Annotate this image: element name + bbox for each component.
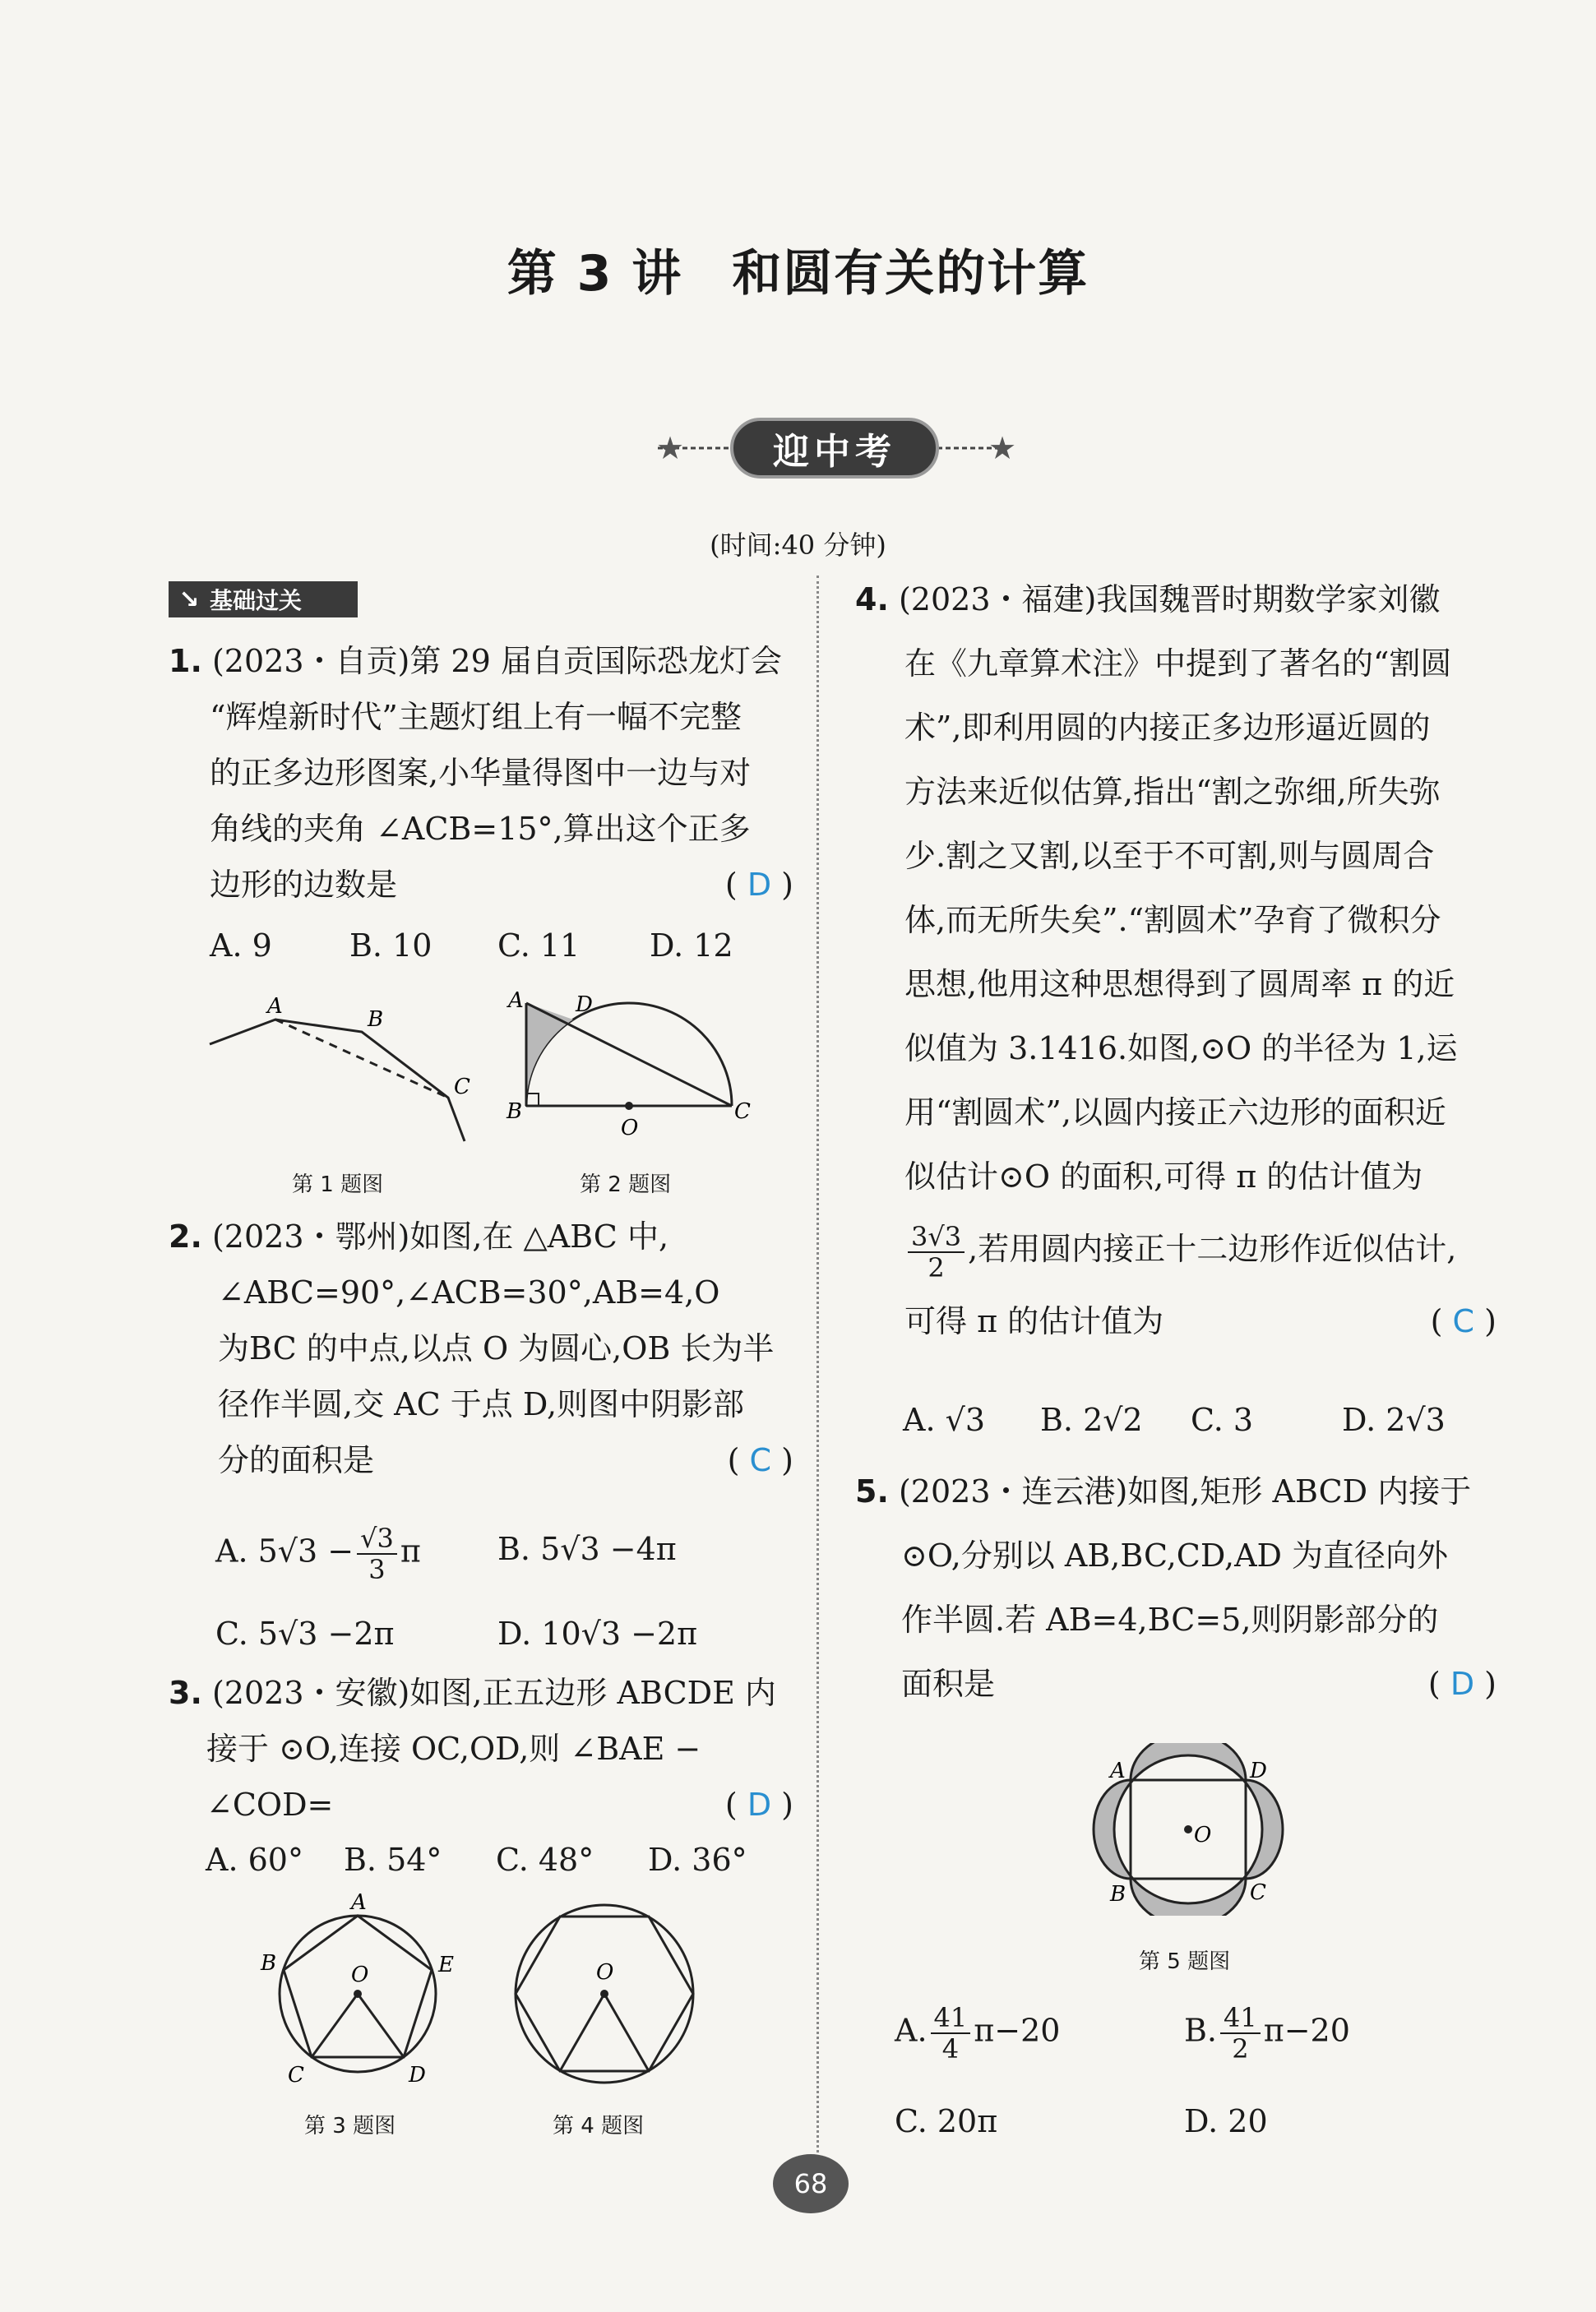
q3-last-line [169, 1777, 802, 1833]
fig2-label-b: B [507, 1099, 523, 1124]
q4-text: 少.割之又割,以至于不可割,则与圆周合 [904, 838, 1435, 874]
q2-frac-den: 3 [368, 1554, 386, 1585]
q1-line [169, 633, 802, 689]
q1-last-line [169, 857, 802, 913]
fig4-label-o: O [596, 1960, 614, 1985]
q4-text: 可得 π 的估计值为 [904, 1303, 1164, 1339]
q2-text: 分的面积是 [218, 1442, 375, 1478]
q5-line [855, 1459, 1505, 1524]
figure-2 [493, 983, 765, 1155]
q4-option-d: D. 2√3 [1342, 1402, 1446, 1438]
figure-4 [506, 1895, 703, 2092]
q4-frac-num: 3√3 [908, 1223, 965, 1253]
q4-fraction [908, 1220, 965, 1283]
q4-option-a: A. √3 [903, 1402, 985, 1438]
question-2 [169, 1209, 802, 1488]
q5-option-b-prefix: B. [1184, 2012, 1218, 2049]
arrow-icon: ↘ [178, 585, 200, 614]
q1-answer-letter: D [747, 867, 772, 903]
q5-option-a-prefix: A. [895, 2012, 928, 2049]
q4-answer-letter: C [1452, 1303, 1475, 1339]
q3-number: 3. [169, 1675, 202, 1711]
q5-option-a-fraction [931, 2002, 971, 2065]
q1-option-c: C. 11 [497, 927, 581, 964]
q1-answer: ( D ) [724, 867, 793, 903]
fig2-caption: 第 2 题图 [580, 1172, 672, 1197]
fig1-polygon [210, 1020, 465, 1141]
fig3-caption: 第 3 题图 [304, 2114, 396, 2139]
q3-answer: ( D ) [724, 1787, 793, 1823]
fig1-label-b: B [368, 1007, 384, 1032]
q1-text: 角线的夹角 ∠ACB=15°,算出这个正多 [210, 811, 751, 847]
q3-text: ∠COD= [206, 1787, 334, 1823]
fig3-label-a: A [351, 1891, 367, 1915]
fig3-label-e: E [438, 1953, 454, 1977]
fig1-label-c: C [454, 1075, 470, 1099]
q2-line [169, 1209, 802, 1265]
q4-text: 似值为 3.1416.如图,⊙O 的半径为 1,运 [904, 1030, 1458, 1066]
q2-text: (2023・鄂州)如图,在 △ABC 中, [211, 1218, 669, 1255]
q5-option-d: D. 20 [1184, 2103, 1268, 2139]
q4-text: 用“割圆术”,以圆内接正六边形的面积近 [904, 1094, 1446, 1131]
q3-answer-letter: D [747, 1787, 772, 1823]
column-divider [817, 576, 819, 2162]
q1-option-a: A. 9 [210, 927, 272, 964]
q5-answer: ( D ) [1427, 1666, 1497, 1702]
q5-frac-den: 4 [941, 2033, 960, 2065]
q3-option-a: A. 60° [206, 1842, 303, 1878]
q2-option-a-prefix: A. 5√3 − [215, 1533, 354, 1570]
q1-number: 1. [169, 643, 202, 679]
q5-option-a-suffix: π−20 [974, 2012, 1061, 2049]
q4-text: 似估计⊙O 的面积,可得 π 的估计值为 [904, 1158, 1423, 1195]
fig5-label-d: D [1250, 1759, 1267, 1783]
q5-text: ⊙O,分别以 AB,BC,CD,AD 为直径向外 [901, 1537, 1449, 1574]
fig3-label-c: C [288, 2063, 304, 2088]
question-1 [169, 633, 802, 913]
q2-option-a [215, 1525, 421, 1583]
q5-answer-letter: D [1450, 1666, 1475, 1702]
q4-fraction-line [855, 1209, 1505, 1289]
q2-option-b: B. 5√3 −4π [497, 1531, 677, 1567]
figure-5 [1077, 1743, 1299, 1916]
q5-text: (2023・连云港)如图,矩形 ABCD 内接于 [898, 1473, 1472, 1510]
q4-option-b: B. 2√2 [1040, 1402, 1143, 1438]
fig2-label-o: O [621, 1116, 639, 1140]
q4-text: 术”,即利用圆的内接正多边形逼近圆的 [904, 710, 1431, 746]
q2-answer-letter: C [749, 1442, 772, 1478]
q1-option-d: D. 12 [650, 927, 733, 964]
q3-text: 接于 ⊙O,连接 OC,OD,则 ∠BAE − [206, 1731, 701, 1767]
q2-number: 2. [169, 1218, 202, 1255]
q4-text: 方法来近似估算,指出“割之弥细,所失弥 [904, 774, 1441, 810]
q5-option-a [895, 2002, 1061, 2065]
fig5-label-a: A [1110, 1759, 1126, 1783]
q5-option-c: C. 20π [895, 2103, 998, 2139]
q3-option-b: B. 54° [344, 1842, 442, 1878]
q3-text: (2023・安徽)如图,正五边形 ABCDE 内 [211, 1675, 776, 1711]
q1-option-b: B. 10 [349, 927, 433, 964]
q4-text: 在《九章算术注》中提到了著名的“割圆 [904, 645, 1452, 682]
q3-option-d: D. 36° [648, 1842, 747, 1878]
q4-text: (2023・福建)我国魏晋时期数学家刘徽 [898, 581, 1441, 617]
q1-text: 边形的边数是 [210, 867, 398, 903]
svg-text:★: ★ [988, 430, 1017, 466]
fig4-caption: 第 4 题图 [553, 2114, 645, 2139]
q2-text: 径作半圆,交 AC 于点 D,则图中阴影部 [218, 1386, 745, 1422]
chapter-title: 和圆有关的计算 [732, 245, 1089, 303]
figure-1 [197, 987, 477, 1151]
chapter-label: 第 3 讲 [507, 245, 683, 303]
q4-frac-den: 2 [928, 1251, 945, 1283]
q4-text: 体,而无所失矣”.“割圆术”孕育了微积分 [904, 902, 1441, 938]
q2-frac-num: √3 [357, 1525, 397, 1555]
question-5 [855, 1459, 1505, 1716]
q1-text: (2023・自贡)第 29 届自贡国际恐龙灯会 [211, 643, 782, 679]
q3-line [169, 1665, 802, 1721]
q2-option-a-suffix: π [400, 1533, 421, 1570]
q4-line [855, 567, 1505, 631]
q1-text: 的正多边形图案,小华量得图中一边与对 [210, 755, 752, 791]
fig1-label-a: A [267, 994, 283, 1019]
section-label: 基础过关 [210, 587, 303, 614]
q2-text: ∠ABC=90°,∠ACB=30°,AB=4,O [218, 1274, 720, 1311]
q2-option-a-fraction [357, 1525, 397, 1583]
q5-text: 作半圆.若 AB=4,BC=5,则阴影部分的 [901, 1602, 1439, 1638]
fig2-label-c: C [734, 1099, 751, 1124]
figure-3 [251, 1891, 465, 2097]
time-note: (时间:40 分钟) [710, 529, 886, 561]
q5-frac-num: 41 [931, 2005, 971, 2034]
q4-answer: ( C ) [1430, 1303, 1497, 1339]
fig5-label-c: C [1250, 1880, 1266, 1905]
question-3 [169, 1665, 802, 1833]
q2-option-d: D. 10√3 −2π [497, 1616, 698, 1652]
fig5-label-o: O [1194, 1823, 1212, 1847]
page-number: 68 [773, 2154, 849, 2213]
q5-option-b [1184, 2002, 1350, 2065]
fig5-label-b: B [1110, 1882, 1126, 1907]
page-title [0, 234, 1596, 305]
fig2-label-a: A [508, 988, 524, 1013]
q5-frac-den: 2 [1232, 2033, 1249, 2065]
q5-frac-num: 41 [1220, 2005, 1261, 2034]
q5-last-line [855, 1652, 1505, 1716]
question-4 [855, 567, 1505, 1353]
q4-option-c: C. 3 [1191, 1402, 1254, 1438]
q4-number: 4. [855, 581, 889, 617]
q5-option-b-suffix: π−20 [1263, 2012, 1350, 2049]
fig5-caption: 第 5 题图 [1139, 1949, 1231, 1974]
fig3-label-d: D [409, 2063, 426, 2088]
banner [641, 411, 1028, 485]
q5-number: 5. [855, 1473, 889, 1510]
fig1-caption: 第 1 题图 [292, 1172, 384, 1197]
q5-option-b-fraction [1220, 2002, 1261, 2065]
svg-text:★: ★ [656, 430, 685, 466]
q2-answer: ( C ) [727, 1442, 793, 1478]
fig3-label-b: B [261, 1951, 277, 1976]
q2-option-c: C. 5√3 −2π [215, 1616, 395, 1652]
q4-text: ,若用圆内接正十二边形作近似估计, [968, 1231, 1457, 1267]
q2-text: 为BC 的中点,以点 O 为圆心,OB 长为半 [218, 1330, 775, 1366]
q1-text: “辉煌新时代”主题灯组上有一幅不完整 [210, 699, 742, 735]
q2-last-line [169, 1432, 802, 1488]
q3-option-c: C. 48° [496, 1842, 594, 1878]
q5-text: 面积是 [901, 1666, 996, 1702]
section-tag [169, 581, 358, 617]
banner-text: 迎中考 [773, 431, 896, 473]
fig2-label-d: D [576, 992, 593, 1017]
q4-text: 思想,他用这种思想得到了圆周率 π 的近 [904, 966, 1455, 1002]
fig3-label-o: O [351, 1963, 369, 1987]
q4-last-line [855, 1289, 1505, 1353]
